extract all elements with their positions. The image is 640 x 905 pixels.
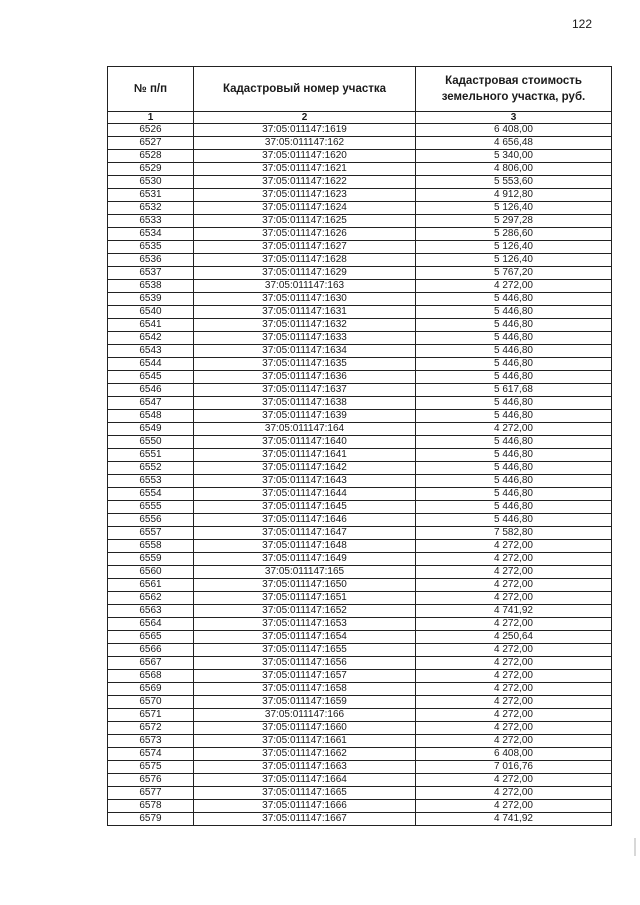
table-row — [108, 709, 612, 722]
table-row — [108, 618, 612, 631]
row-number-cell: 6577 — [108, 787, 194, 800]
cadastral-number-cell: 37:05:011147:1627 — [194, 241, 416, 254]
cadastral-number-cell: 37:05:011147:1652 — [194, 605, 416, 618]
cadastral-number-cell: 37:05:011147:1648 — [194, 540, 416, 553]
cadastral-value-cell: 7 582,80 — [416, 527, 612, 540]
cadastral-value-cell: 4 272,00 — [416, 696, 612, 709]
row-number-cell: 6565 — [108, 631, 194, 644]
row-number-cell: 6530 — [108, 176, 194, 189]
cadastral-number-cell: 37:05:011147:1650 — [194, 579, 416, 592]
cadastral-number-cell: 37:05:011147:1664 — [194, 774, 416, 787]
scan-edge-mark — [634, 838, 636, 856]
row-number-cell: 6542 — [108, 332, 194, 345]
cadastral-number-cell: 37:05:011147:1661 — [194, 735, 416, 748]
cadastral-number-cell: 37:05:011147:1647 — [194, 527, 416, 540]
cadastral-number-cell: 37:05:011147:1665 — [194, 787, 416, 800]
cadastral-number-cell: 37:05:011147:1666 — [194, 800, 416, 813]
cadastral-value-cell: 4 272,00 — [416, 774, 612, 787]
row-number-cell: 6570 — [108, 696, 194, 709]
table-row — [108, 527, 612, 540]
column-number-row — [108, 112, 612, 124]
row-number-cell: 6535 — [108, 241, 194, 254]
row-number-cell: 6533 — [108, 215, 194, 228]
table-row — [108, 423, 612, 436]
table-row — [108, 657, 612, 670]
cadastral-value-table — [107, 66, 612, 826]
table-row — [108, 319, 612, 332]
cadastral-number-cell: 37:05:011147:1620 — [194, 150, 416, 163]
cadastral-number-cell: 37:05:011147:162 — [194, 137, 416, 150]
table-row — [108, 332, 612, 345]
cadastral-value-cell: 4 272,00 — [416, 722, 612, 735]
cadastral-number-cell: 37:05:011147:1623 — [194, 189, 416, 202]
row-number-cell: 6574 — [108, 748, 194, 761]
cadastral-value-cell: 5 446,80 — [416, 358, 612, 371]
cadastral-number-cell: 37:05:011147:1634 — [194, 345, 416, 358]
cadastral-value-cell: 5 446,80 — [416, 397, 612, 410]
cadastral-value-cell: 5 286,60 — [416, 228, 612, 241]
cadastral-value-cell: 4 272,00 — [416, 670, 612, 683]
row-number-cell: 6546 — [108, 384, 194, 397]
row-number-cell: 6536 — [108, 254, 194, 267]
table-row — [108, 605, 612, 618]
cadastral-value-cell: 4 912,80 — [416, 189, 612, 202]
table-row — [108, 254, 612, 267]
row-number-cell: 6554 — [108, 488, 194, 501]
cadastral-number-cell: 37:05:011147:1662 — [194, 748, 416, 761]
cadastral-number-cell: 37:05:011147:1659 — [194, 696, 416, 709]
header-row-number: № п/п — [108, 67, 194, 112]
row-number-cell: 6531 — [108, 189, 194, 202]
cadastral-number-cell: 37:05:011147:1629 — [194, 267, 416, 280]
row-number-cell: 6553 — [108, 475, 194, 488]
cadastral-value-cell: 7 016,76 — [416, 761, 612, 774]
table-row — [108, 176, 612, 189]
cadastral-number-cell: 37:05:011147:1657 — [194, 670, 416, 683]
row-number-cell: 6538 — [108, 280, 194, 293]
table-row — [108, 488, 612, 501]
cadastral-value-cell: 5 446,80 — [416, 410, 612, 423]
column-number-2: 2 — [194, 112, 416, 124]
table-row — [108, 410, 612, 423]
cadastral-number-cell: 37:05:011147:1644 — [194, 488, 416, 501]
cadastral-value-cell: 5 126,40 — [416, 202, 612, 215]
cadastral-value-cell: 4 272,00 — [416, 709, 612, 722]
row-number-cell: 6541 — [108, 319, 194, 332]
row-number-cell: 6563 — [108, 605, 194, 618]
table-row — [108, 514, 612, 527]
cadastral-number-cell: 37:05:011147:1628 — [194, 254, 416, 267]
cadastral-value-cell: 4 806,00 — [416, 163, 612, 176]
cadastral-number-cell: 37:05:011147:1639 — [194, 410, 416, 423]
row-number-cell: 6556 — [108, 514, 194, 527]
cadastral-number-cell: 37:05:011147:1619 — [194, 124, 416, 137]
cadastral-number-cell: 37:05:011147:1630 — [194, 293, 416, 306]
table-row — [108, 501, 612, 514]
row-number-cell: 6545 — [108, 371, 194, 384]
row-number-cell: 6534 — [108, 228, 194, 241]
cadastral-value-cell: 6 408,00 — [416, 748, 612, 761]
cadastral-number-cell: 37:05:011147:1649 — [194, 553, 416, 566]
cadastral-number-cell: 37:05:011147:1654 — [194, 631, 416, 644]
row-number-cell: 6548 — [108, 410, 194, 423]
row-number-cell: 6568 — [108, 670, 194, 683]
table-row — [108, 787, 612, 800]
table-row — [108, 748, 612, 761]
table-row — [108, 540, 612, 553]
cadastral-value-cell: 5 446,80 — [416, 306, 612, 319]
cadastral-number-cell: 37:05:011147:1646 — [194, 514, 416, 527]
table-row — [108, 189, 612, 202]
table-row — [108, 306, 612, 319]
table-row — [108, 371, 612, 384]
cadastral-number-cell: 37:05:011147:1655 — [194, 644, 416, 657]
table-row — [108, 761, 612, 774]
table-row — [108, 449, 612, 462]
cadastral-value-cell: 5 446,80 — [416, 501, 612, 514]
cadastral-value-cell: 4 272,00 — [416, 735, 612, 748]
cadastral-number-cell: 37:05:011147:1626 — [194, 228, 416, 241]
cadastral-number-cell: 37:05:011147:1641 — [194, 449, 416, 462]
cadastral-number-cell: 37:05:011147:1663 — [194, 761, 416, 774]
cadastral-number-cell: 37:05:011147:1631 — [194, 306, 416, 319]
table-row — [108, 436, 612, 449]
cadastral-value-cell: 4 272,00 — [416, 787, 612, 800]
cadastral-number-cell: 37:05:011147:1638 — [194, 397, 416, 410]
cadastral-number-cell: 37:05:011147:1642 — [194, 462, 416, 475]
row-number-cell: 6571 — [108, 709, 194, 722]
cadastral-value-cell: 4 741,92 — [416, 813, 612, 826]
cadastral-value-cell: 5 446,80 — [416, 319, 612, 332]
table-row — [108, 150, 612, 163]
cadastral-value-cell: 5 340,00 — [416, 150, 612, 163]
table-row — [108, 670, 612, 683]
row-number-cell: 6561 — [108, 579, 194, 592]
table-row — [108, 813, 612, 826]
table-row — [108, 579, 612, 592]
table-body — [108, 124, 612, 826]
row-number-cell: 6532 — [108, 202, 194, 215]
table-row — [108, 553, 612, 566]
row-number-cell: 6529 — [108, 163, 194, 176]
row-number-cell: 6573 — [108, 735, 194, 748]
cadastral-value-cell: 4 272,00 — [416, 618, 612, 631]
row-number-cell: 6551 — [108, 449, 194, 462]
table-row — [108, 267, 612, 280]
cadastral-value-cell: 5 297,28 — [416, 215, 612, 228]
table-row — [108, 631, 612, 644]
cadastral-value-cell: 5 446,80 — [416, 488, 612, 501]
row-number-cell: 6569 — [108, 683, 194, 696]
row-number-cell: 6575 — [108, 761, 194, 774]
cadastral-value-cell: 5 446,80 — [416, 514, 612, 527]
table-row — [108, 800, 612, 813]
table-row — [108, 384, 612, 397]
cadastral-number-cell: 37:05:011147:1656 — [194, 657, 416, 670]
cadastral-number-cell: 37:05:011147:164 — [194, 423, 416, 436]
cadastral-value-cell: 5 446,80 — [416, 475, 612, 488]
cadastral-value-cell: 5 446,80 — [416, 345, 612, 358]
row-number-cell: 6562 — [108, 592, 194, 605]
cadastral-value-cell: 4 741,92 — [416, 605, 612, 618]
table-row — [108, 345, 612, 358]
table-row — [108, 293, 612, 306]
table-row — [108, 163, 612, 176]
row-number-cell: 6547 — [108, 397, 194, 410]
table-row — [108, 280, 612, 293]
row-number-cell: 6558 — [108, 540, 194, 553]
header-cadastral-value: Кадастровая стоимость земельного участка, руб. — [416, 67, 612, 112]
column-number-1: 1 — [108, 112, 194, 124]
table-row — [108, 696, 612, 709]
table-row — [108, 124, 612, 137]
cadastral-number-cell: 37:05:011147:1667 — [194, 813, 416, 826]
cadastral-value-cell: 4 250,64 — [416, 631, 612, 644]
table-row — [108, 644, 612, 657]
cadastral-number-cell: 37:05:011147:1651 — [194, 592, 416, 605]
row-number-cell: 6572 — [108, 722, 194, 735]
table-row — [108, 215, 612, 228]
cadastral-number-cell: 37:05:011147:1635 — [194, 358, 416, 371]
row-number-cell: 6559 — [108, 553, 194, 566]
row-number-cell: 6550 — [108, 436, 194, 449]
table-row — [108, 462, 612, 475]
cadastral-number-cell: 37:05:011147:1640 — [194, 436, 416, 449]
cadastral-value-cell: 4 272,00 — [416, 423, 612, 436]
table-row — [108, 137, 612, 150]
row-number-cell: 6560 — [108, 566, 194, 579]
cadastral-value-cell: 5 767,20 — [416, 267, 612, 280]
table-row — [108, 202, 612, 215]
cadastral-value-cell: 6 408,00 — [416, 124, 612, 137]
cadastral-number-cell: 37:05:011147:1645 — [194, 501, 416, 514]
cadastral-number-cell: 37:05:011147:1643 — [194, 475, 416, 488]
table-row — [108, 592, 612, 605]
cadastral-value-cell: 4 272,00 — [416, 683, 612, 696]
row-number-cell: 6537 — [108, 267, 194, 280]
cadastral-value-cell: 4 272,00 — [416, 579, 612, 592]
cadastral-number-cell: 37:05:011147:1653 — [194, 618, 416, 631]
table-row — [108, 475, 612, 488]
page-number: 122 — [572, 17, 593, 31]
header-cadastral-number: Кадастровый номер участка — [194, 67, 416, 112]
table-row — [108, 774, 612, 787]
cadastral-value-cell: 5 446,80 — [416, 462, 612, 475]
cadastral-number-cell: 37:05:011147:1632 — [194, 319, 416, 332]
table-row — [108, 566, 612, 579]
cadastral-value-cell: 4 272,00 — [416, 280, 612, 293]
row-number-cell: 6557 — [108, 527, 194, 540]
cadastral-value-cell: 4 272,00 — [416, 657, 612, 670]
cadastral-value-cell: 4 272,00 — [416, 644, 612, 657]
column-number-3: 3 — [416, 112, 612, 124]
cadastral-number-cell: 37:05:011147:163 — [194, 280, 416, 293]
row-number-cell: 6567 — [108, 657, 194, 670]
table-row — [108, 358, 612, 371]
cadastral-value-cell: 5 126,40 — [416, 254, 612, 267]
cadastral-value-cell: 5 446,80 — [416, 332, 612, 345]
cadastral-value-cell: 4 272,00 — [416, 800, 612, 813]
row-number-cell: 6526 — [108, 124, 194, 137]
row-number-cell: 6576 — [108, 774, 194, 787]
cadastral-value-cell: 4 272,00 — [416, 540, 612, 553]
table-row — [108, 397, 612, 410]
cadastral-number-cell: 37:05:011147:1625 — [194, 215, 416, 228]
cadastral-number-cell: 37:05:011147:1658 — [194, 683, 416, 696]
cadastral-number-cell: 37:05:011147:1622 — [194, 176, 416, 189]
cadastral-value-cell: 5 446,80 — [416, 436, 612, 449]
cadastral-value-cell: 4 656,48 — [416, 137, 612, 150]
table-row — [108, 683, 612, 696]
cadastral-value-cell: 5 553,60 — [416, 176, 612, 189]
cadastral-number-cell: 37:05:011147:1637 — [194, 384, 416, 397]
row-number-cell: 6578 — [108, 800, 194, 813]
cadastral-value-cell: 5 446,80 — [416, 371, 612, 384]
table-row — [108, 722, 612, 735]
cadastral-number-cell: 37:05:011147:165 — [194, 566, 416, 579]
row-number-cell: 6539 — [108, 293, 194, 306]
row-number-cell: 6552 — [108, 462, 194, 475]
cadastral-value-cell: 5 446,80 — [416, 449, 612, 462]
table-row — [108, 228, 612, 241]
table-row — [108, 241, 612, 254]
cadastral-number-cell: 37:05:011147:1660 — [194, 722, 416, 735]
cadastral-number-cell: 37:05:011147:1633 — [194, 332, 416, 345]
cadastral-number-cell: 37:05:011147:1621 — [194, 163, 416, 176]
row-number-cell: 6579 — [108, 813, 194, 826]
cadastral-value-cell: 5 617,68 — [416, 384, 612, 397]
row-number-cell: 6555 — [108, 501, 194, 514]
cadastral-value-cell: 5 446,80 — [416, 293, 612, 306]
row-number-cell: 6549 — [108, 423, 194, 436]
row-number-cell: 6564 — [108, 618, 194, 631]
table-header-row — [108, 67, 612, 112]
row-number-cell: 6540 — [108, 306, 194, 319]
cadastral-value-cell: 4 272,00 — [416, 553, 612, 566]
cadastral-number-cell: 37:05:011147:1636 — [194, 371, 416, 384]
row-number-cell: 6527 — [108, 137, 194, 150]
cadastral-value-cell: 5 126,40 — [416, 241, 612, 254]
row-number-cell: 6566 — [108, 644, 194, 657]
cadastral-value-cell: 4 272,00 — [416, 592, 612, 605]
row-number-cell: 6544 — [108, 358, 194, 371]
table-row — [108, 735, 612, 748]
row-number-cell: 6528 — [108, 150, 194, 163]
cadastral-number-cell: 37:05:011147:1624 — [194, 202, 416, 215]
cadastral-number-cell: 37:05:011147:166 — [194, 709, 416, 722]
row-number-cell: 6543 — [108, 345, 194, 358]
cadastral-value-cell: 4 272,00 — [416, 566, 612, 579]
